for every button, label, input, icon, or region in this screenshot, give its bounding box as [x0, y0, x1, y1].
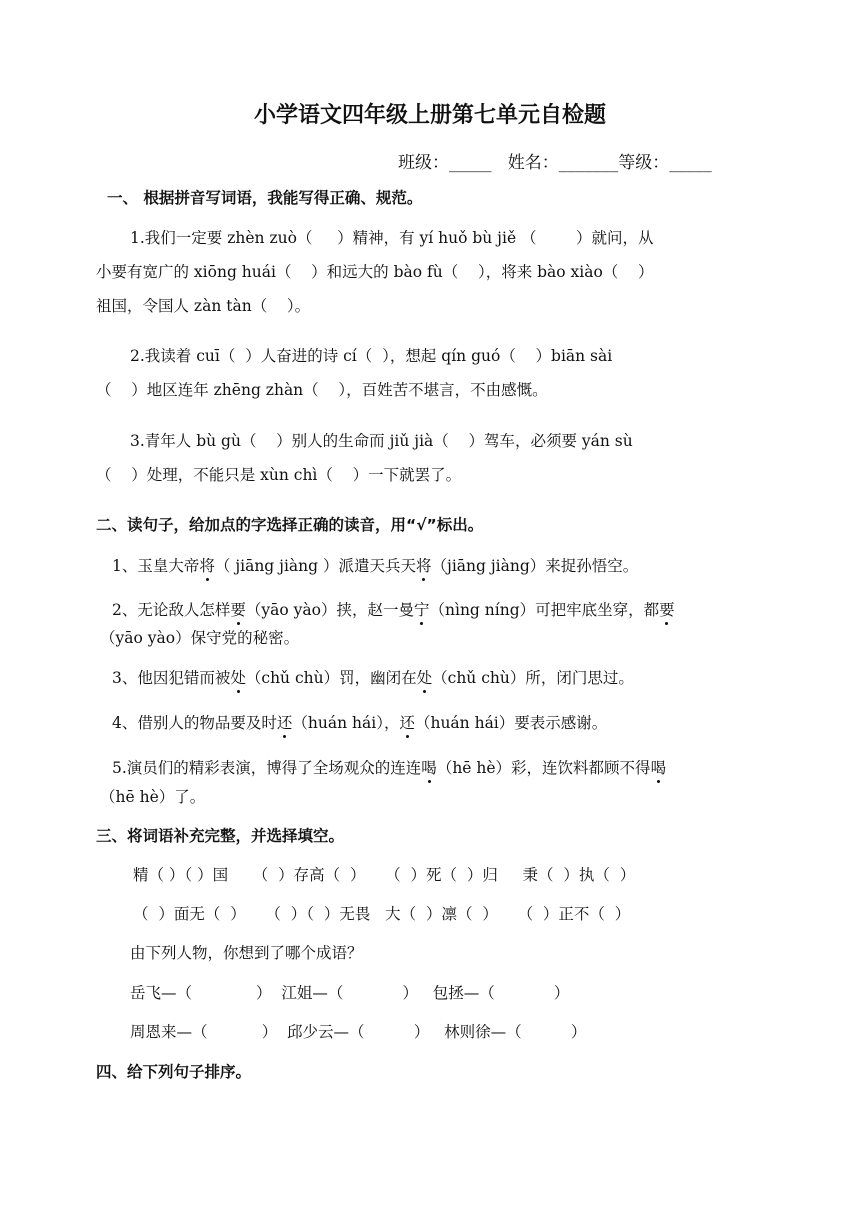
- idiom-row-2: （ ）面无（ ） （ ）（ ）无畏 大（ ）凛（ ） （ ）正不（ ）: [133, 905, 631, 923]
- s2-sentence-3: 3、他因犯错而被处（chǔ chù）罚，幽闭在处（chǔ chù）所，闭门思过。: [112, 669, 634, 687]
- section-3-heading: 三、将词语补充完整，并选择填空。: [96, 827, 345, 845]
- dotted-char: 要: [659, 601, 675, 619]
- dotted-char: 将: [416, 557, 432, 575]
- dotted-char: 将: [199, 557, 215, 575]
- q3-line-1: 3.青年人 bù gù（ ）别人的生命而 jiǔ jià（ ）驾车，必须要 yán sù: [130, 432, 633, 450]
- dotted-char: 喝: [421, 759, 437, 777]
- dotted-char: 宁: [413, 601, 430, 619]
- s2-sentence-4: 4、借别人的物品要及时还（huán hái），还（huán hái）要表示感谢。: [112, 714, 608, 732]
- q2-line-2: （ ）地区连年 zhēng zhàn（ ），百姓苦不堪言，不由感慨。: [96, 381, 548, 399]
- section-4-heading: 四、给下列句子排序。: [96, 1063, 252, 1081]
- dotted-char: 处: [230, 669, 246, 687]
- dotted-char: 要: [230, 601, 246, 619]
- s2-sentence-2-cont: （yāo yào）保守党的秘密。: [100, 629, 300, 647]
- q1-line-2: 小要有宽广的 xiōng huái（ ）和远大的 bào fù（ ），将来 bào xiào（ ）: [96, 263, 654, 281]
- dotted-char: 处: [416, 669, 433, 687]
- dotted-char: 还: [399, 714, 415, 732]
- dotted-char: 喝: [650, 759, 667, 777]
- s2-sentence-2: 2、无论敌人怎样要（yāo yào）挟，赵一曼宁（nìng níng）可把牢底坐穿，都要: [112, 601, 675, 619]
- person-row-1: 岳飞—（ ） 江姐—（ ） 包拯—（ ）: [130, 984, 570, 1002]
- idiom-prompt: 由下列人物，你想到了哪个成语？: [130, 944, 363, 962]
- section-1-heading: 一、 根据拼音写词语，我能写得正确、规范。: [107, 189, 423, 207]
- s2-sentence-5: 5.演员们的精彩表演，博得了全场观众的连连喝（hē hè）彩，连饮料都顾不得喝: [112, 759, 667, 777]
- q3-line-2: （ ）处理，不能只是 xùn chì（ ）一下就罢了。: [96, 466, 462, 484]
- q2-line-1: 2.我读着 cuī（ ）人奋进的诗 cí（ ），想起 qín guó（ ）biān sài: [130, 347, 613, 365]
- s2-sentence-5-cont: （hē hè）了。: [100, 788, 206, 806]
- q1-line-1: 1.我们一定要 zhèn zuò（ ）精神，有 yí huǒ bù jiě （ ）就问，从: [130, 229, 654, 247]
- student-info-line: 班级：_____ 姓名：_______等级：_____: [398, 153, 712, 173]
- s2-sentence-1: 1、玉皇大帝将（ jiāng jiàng ）派遣天兵天将（jiāng jiàng）来捉孙悟空。: [112, 557, 639, 575]
- page-title: 小学语文四年级上册第七单元自检题: [253, 103, 606, 128]
- dotted-char: 还: [276, 714, 293, 732]
- section-2-heading: 二、读句子，给加点的字选择正确的读音，用“√”标出。: [96, 516, 484, 534]
- person-row-2: 周恩来—（ ） 邱少云—（ ） 林则徐—（ ）: [130, 1023, 587, 1041]
- idiom-row-1: 精（ ）（ ）国 （ ）存高（ ） （ ）死（ ）归 秉（ ）执（ ）: [133, 866, 636, 884]
- q1-line-3: 祖国，令国人 zàn tàn（ ）。: [96, 297, 311, 315]
